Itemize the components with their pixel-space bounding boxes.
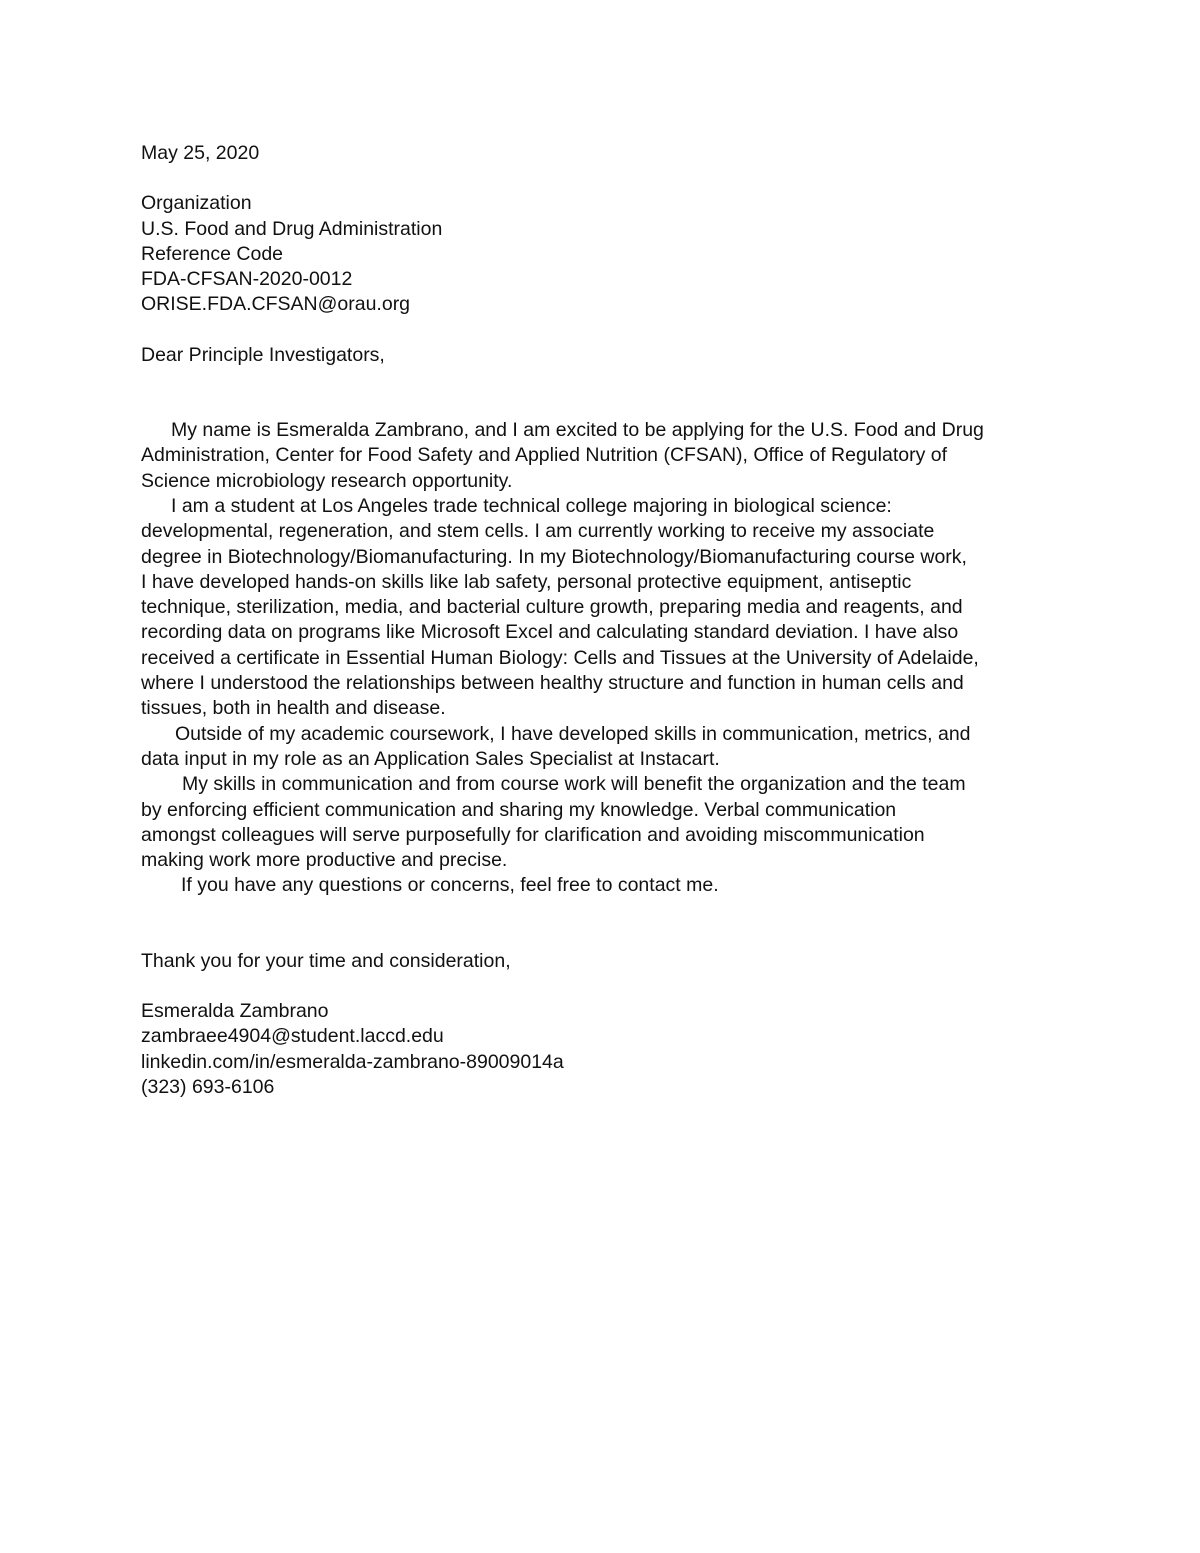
spacer [141,899,1071,949]
letter-date: May 25, 2020 [141,142,260,164]
paragraph-line: I have developed hands-on skills like lab safety, personal protective equipment, antiseptic [141,570,912,593]
closing: Thank you for your time and consideration, [141,949,511,972]
paragraph-line: tissues, both in health and disease. [141,697,446,720]
spacer [141,368,1071,418]
salutation: Dear Principle Investigators, [141,343,385,366]
paragraph-line: recording data on programs like Microsoft Excel and calculating standard deviation. I have also [141,621,959,644]
paragraph-line: data input in my role as an Application Sales Specialist at Instacart. [141,747,720,770]
signature-linkedin: linkedin.com/in/esmeralda-zambrano-89009014a [141,1050,564,1073]
paragraph-line: developmental, regeneration, and stem cells. I am currently working to receive my associate [141,520,935,543]
paragraph-line: by enforcing efficient communication and sharing my knowledge. Verbal communication [141,798,897,821]
paragraph-line: I am a student at Los Angeles trade technical college majoring in biological science: [171,494,892,517]
recipient-line: U.S. Food and Drug Administration [141,217,443,240]
recipient-block [141,191,1071,317]
signature-email: zambraee4904@student.laccd.edu [141,1025,444,1048]
recipient-email: ORISE.FDA.CFSAN@orau.org [141,293,411,316]
paragraph-line: amongst colleagues will serve purposefully for clarification and avoiding miscommunication [141,823,925,846]
recipient-line: FDA-CFSAN-2020-0012 [141,268,353,291]
letter-page [141,141,1071,1100]
body-paragraph [141,873,1071,898]
signature-phone: (323) 693-6106 [141,1075,275,1098]
spacer [141,974,1071,999]
recipient-line: Reference Code [141,242,284,265]
body-paragraph [141,418,1071,494]
body-paragraph [141,772,1071,873]
paragraph-line: degree in Biotechnology/Biomanufacturing. In my Biotechnology/Biomanufacturing course work, [141,545,967,568]
body-paragraph [141,494,1071,722]
paragraph-line: My name is Esmeralda Zambrano, and I am excited to be applying for the U.S. Food and Drug [171,419,984,442]
paragraph-line: where I understood the relationships between healthy structure and function in human cells and [141,672,964,695]
signature-block [141,999,1071,1100]
paragraph-line: If you have any questions or concerns, feel free to contact me. [181,874,719,897]
paragraph-line: Administration, Center for Food Safety and Applied Nutrition (CFSAN), Office of Regulatory of [141,444,948,467]
spacer [141,318,1071,343]
spacer [141,166,1071,191]
paragraph-line: received a certificate in Essential Human Biology: Cells and Tissues at the University of Adelaide, [141,646,979,669]
body-paragraph [141,722,1071,773]
paragraph-line: making work more productive and precise. [141,849,508,872]
paragraph-line: technique, sterilization, media, and bacterial culture growth, preparing media and reagents, and [141,596,963,619]
recipient-line: Organization [141,192,252,215]
paragraph-line: My skills in communication and from course work will benefit the organization and the team [182,773,966,796]
signature-name: Esmeralda Zambrano [141,1000,329,1023]
letter-body [141,418,1071,899]
paragraph-line: Outside of my academic coursework, I have developed skills in communication, metrics, and [175,722,971,745]
paragraph-line: Science microbiology research opportunity. [141,469,513,492]
